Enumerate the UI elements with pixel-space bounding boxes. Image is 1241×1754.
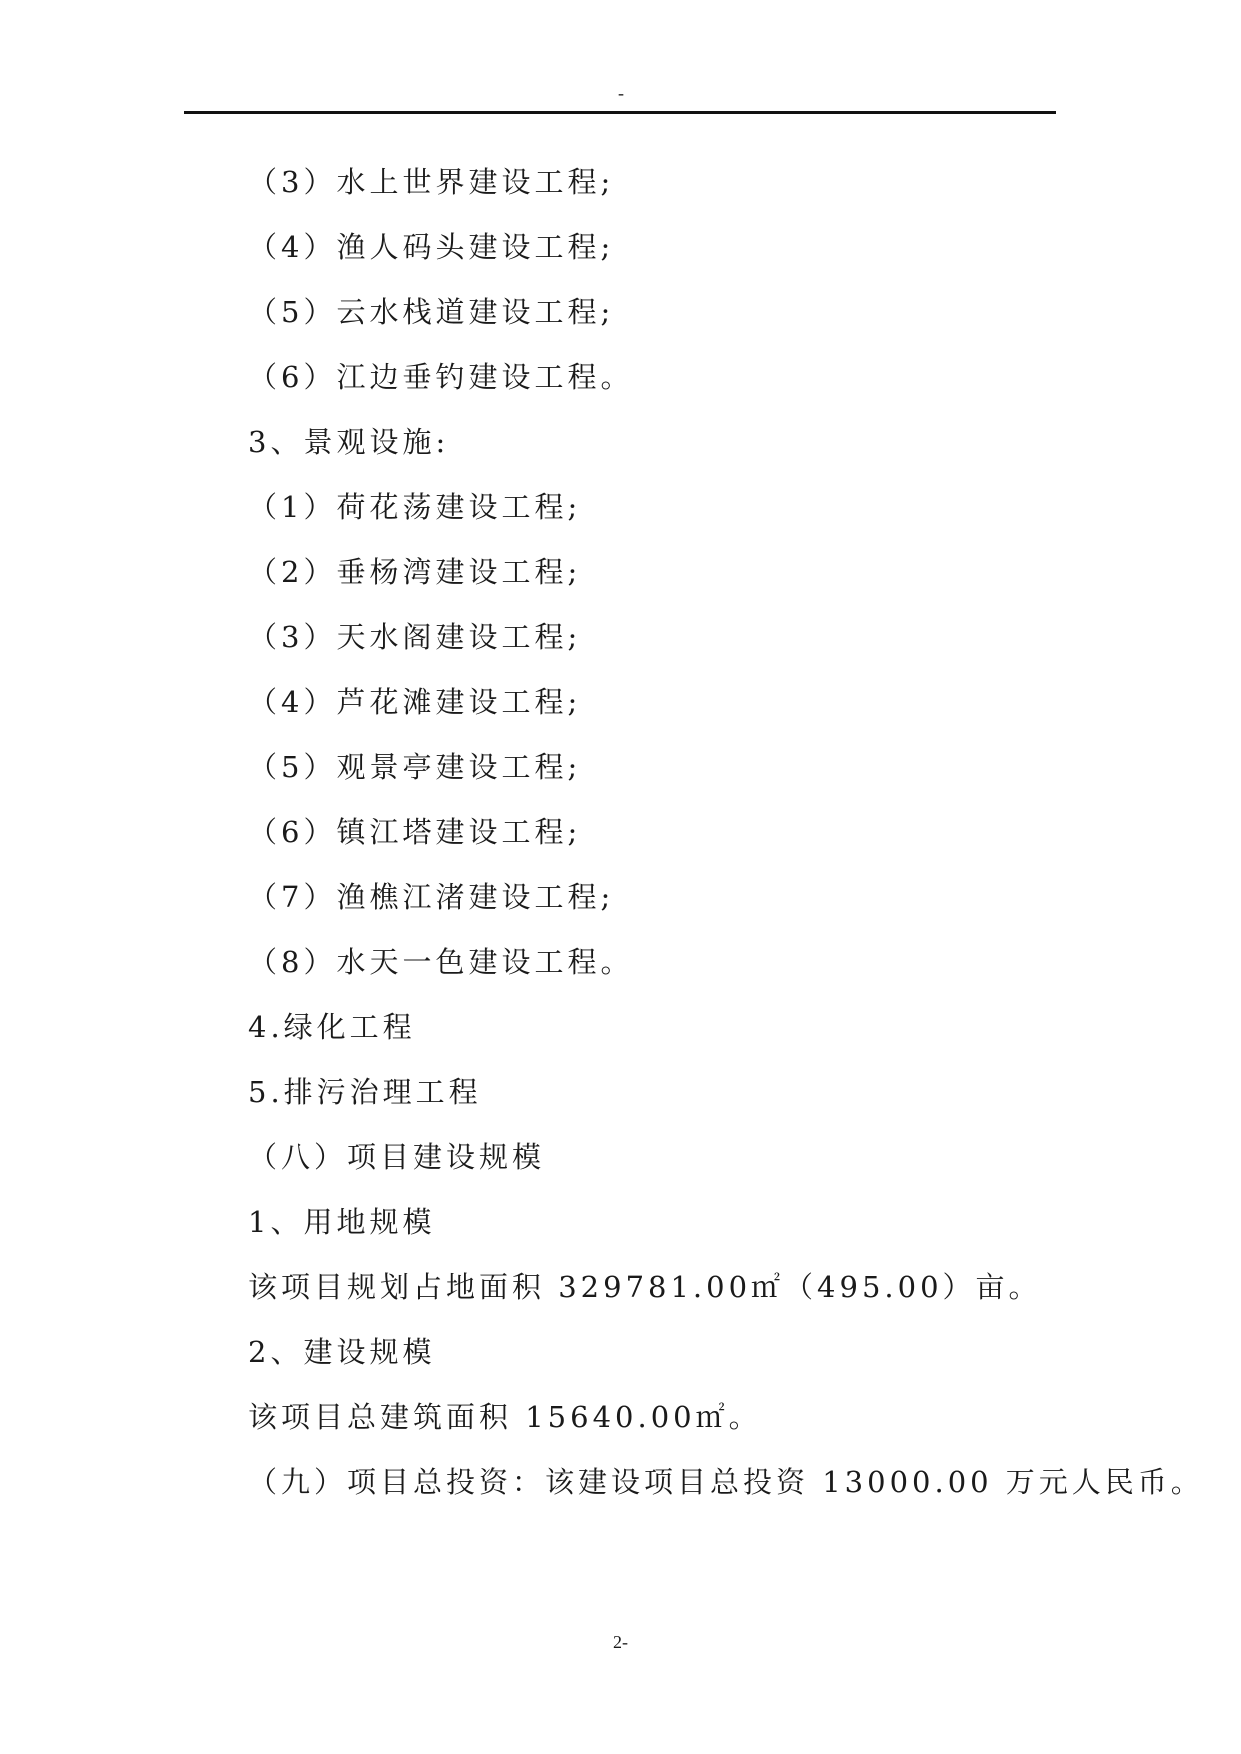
item-water-sky-one-color: （8）水天一色建设工程。 — [248, 945, 634, 979]
item-viewing-pavilion: （5）观景亭建设工程; — [248, 750, 582, 784]
item-willow-bay: （2）垂杨湾建设工程; — [248, 555, 582, 589]
subsection-building-scale: 2、建设规模 — [248, 1335, 436, 1369]
item-fisherman-wharf: （4）渔人码头建设工程; — [248, 230, 615, 264]
item-tianshui-pavilion: （3）天水阁建设工程; — [248, 620, 582, 654]
page-number: 2- — [613, 1632, 628, 1652]
item-fisher-woodcutter-islet: （7）渔樵江渚建设工程; — [248, 880, 615, 914]
section-sewage-treatment: 5.排污治理工程 — [248, 1075, 482, 1109]
building-area-statement: 该项目总建筑面积 15640.00㎡。 — [248, 1400, 762, 1434]
subsection-land-scale: 1、用地规模 — [248, 1205, 436, 1239]
section-landscape-facilities: 3、景观设施: — [248, 425, 450, 459]
section-construction-scale: （八）项目建设规模 — [248, 1140, 546, 1174]
item-water-world: （3）水上世界建设工程; — [248, 165, 615, 199]
item-riverside-fishing: （6）江边垂钓建设工程。 — [248, 360, 634, 394]
header-rule — [184, 111, 1056, 114]
item-reed-beach: （4）芦花滩建设工程; — [248, 685, 582, 719]
land-area-statement: 该项目规划占地面积 329781.00㎡（495.00）亩。 — [248, 1270, 1042, 1304]
item-lotus-pond: （1）荷花荡建设工程; — [248, 490, 582, 524]
total-investment-statement: （九）项目总投资：该建设项目总投资 13000.00 万元人民币。 — [248, 1465, 1204, 1499]
item-zhenjiang-tower: （6）镇江塔建设工程; — [248, 815, 582, 849]
header-mark: - — [618, 83, 624, 103]
item-cloud-water-plankway: （5）云水栈道建设工程; — [248, 295, 615, 329]
section-greening: 4.绿化工程 — [248, 1010, 416, 1044]
